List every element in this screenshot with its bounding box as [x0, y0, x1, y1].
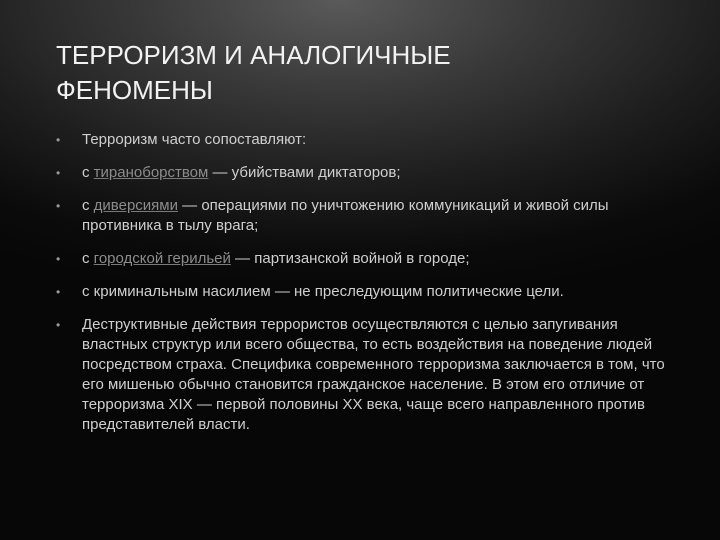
link-sabotage[interactable]: диверсиями: [93, 197, 178, 214]
bullet-text: Терроризм часто сопоставляют:: [82, 131, 307, 148]
bullet-marker: •: [56, 252, 61, 266]
bullet-text: с криминальным насилием — не преследующим политические цели.: [82, 283, 564, 300]
bullet-item-sabotage: [56, 196, 666, 236]
bullet-marker: •: [56, 133, 61, 147]
link-urban-guerrilla[interactable]: городской герильей: [93, 250, 231, 267]
bullet-text: с: [82, 164, 94, 181]
bullet-list: [56, 130, 666, 448]
link-tyrannicide[interactable]: тираноборством: [93, 164, 209, 181]
bullet-item-destructive-actions: [56, 315, 666, 435]
bullet-text: с: [82, 197, 94, 214]
bullet-text: — партизанской войной в городе;: [230, 250, 470, 267]
bullet-text: — операциями по уничтожению коммуникаций и живой силы противника в тылу врага;: [82, 197, 609, 234]
bullet-text: — убийствами диктаторов;: [208, 164, 401, 181]
bullet-text: с: [82, 250, 94, 267]
bullet-marker: •: [56, 199, 61, 213]
bullet-item-intro: [56, 130, 666, 150]
slide-title: ТЕРРОРИЗМ И АНАЛОГИЧНЫЕ ФЕНОМЕНЫ: [56, 40, 451, 105]
bullet-marker: •: [56, 166, 61, 180]
bullet-item-tyrannicide: [56, 163, 666, 183]
bullet-item-urban-guerrilla: [56, 249, 666, 269]
bullet-marker: •: [56, 318, 61, 332]
bullet-marker: •: [56, 285, 61, 299]
bullet-item-criminal-violence: [56, 282, 666, 302]
bullet-text: Деструктивные действия террористов осуществляются с целью запугивания властных структур или всего общества, то есть воздействия на поведение людей посредством страха. Специфика современного терроризма заключается в том, что его мишенью обычно становится гражданское население. В этом его отличие от терроризма XIX — первой половины XX века, чаще всего направленного против представителей власти.: [82, 316, 665, 433]
